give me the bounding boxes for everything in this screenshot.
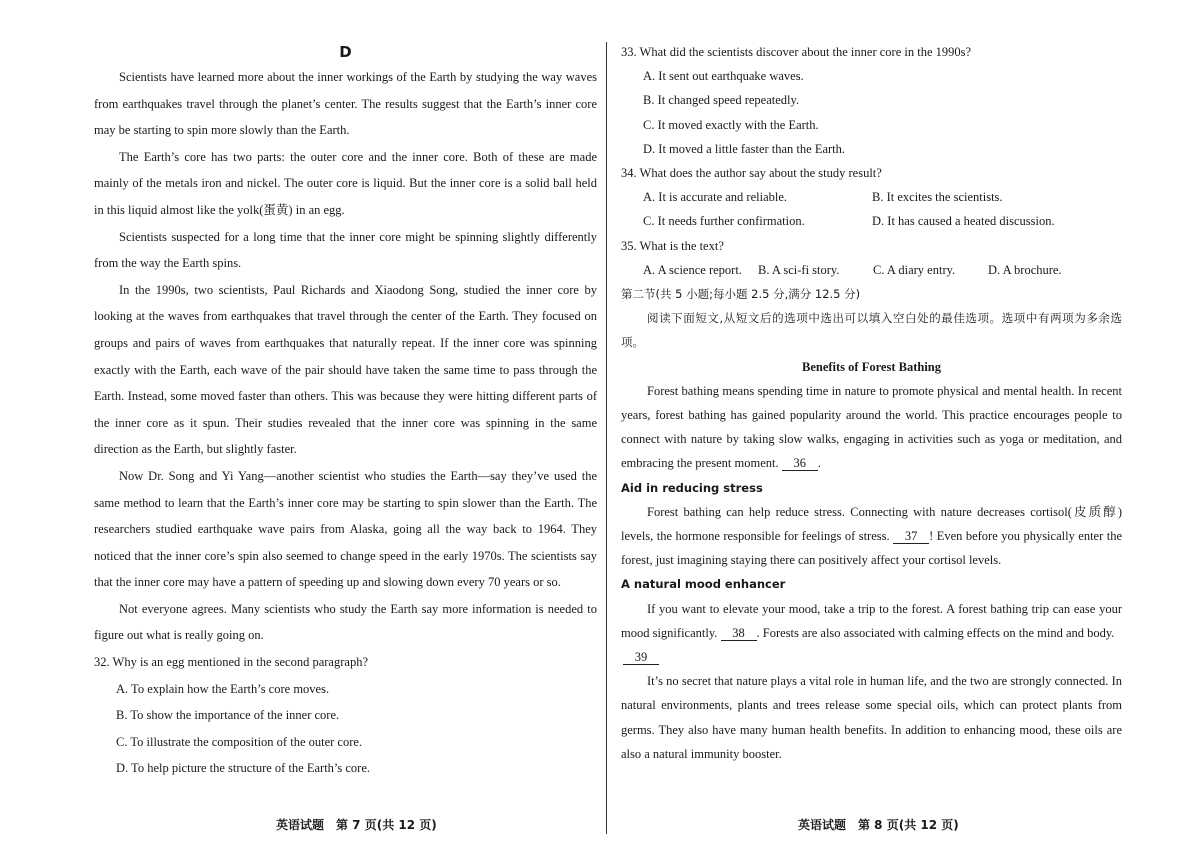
passage-paragraph: Now Dr. Song and Yi Yang—another scientist who studies the Earth—say they’ve used the same method to learn that the Earth’s inner core may be starting to spin slower than the Earth. The researchers studied earthquake wave pairs from Alaska, going all the way back to 1964. They noticed that the inner core’s spin also seemed to change speed in the early 1970s. The scientists say that the inner core may have a pattern of speeding up and slowing down every 70 years or so. [94,468,597,590]
paragraph-text: Forest bathing can help reduce stress. Connecting with nature decreases cortisol(皮质醇) levels, the hormone responsible for feelings of stress. [621,504,1122,544]
question-35-stem: 35. What is the text? [621,238,724,253]
question-34-options-row [621,185,1122,209]
paragraph-text: . Forests are also associated with calming effects on the mind and body. [756,625,1115,640]
passage-title: D [339,43,352,61]
passage-paragraph: In the 1990s, two scientists, Paul Richards and Xiaodong Song, studied the inner core by looking at the waves from earthquakes that travel through the center of the Earth. They focused on groups and pairs of waves from earthquakes that naturally repeat. If the inner core was spinning exactly with the Earth, each wave of the pair should have taken the same time to pass through the Earth. Instead, some moved faster than others. This was because they were hitting different parts of the inner core as it spun. Their studies revealed that the inner core was spinning in the same direction as the Earth, but slightly faster. [94,282,597,457]
section-heading: 第二节(共 5 小题;每小题 2.5 分,满分 12.5 分) [621,287,861,302]
question-33-option: D. It moved a little faster than the Earth. [643,141,846,156]
section-instructions: 阅读下面短文,从短文后的选项中选出可以填入空白处的最佳选项。选项中有两项为多余选项。 [621,311,1122,350]
question-32-option: B. To show the importance of the inner core. [116,708,340,723]
page-footer-left: 英语试题 第 7 页(共 12 页) [276,818,437,832]
article-title: Benefits of Forest Bathing [802,359,941,374]
question-34-options-row [621,209,1122,233]
blank-37[interactable]: 37 [893,529,929,544]
blank-36[interactable]: 36 [782,456,818,471]
subheading-mood: A natural mood enhancer [621,577,786,592]
subheading-stress: Aid in reducing stress [621,480,763,495]
article-paragraph: It’s no secret that nature plays a vital role in human life, and the two are strongly connected. In natural environments, plants and trees release some special oils, which can protect plants from germs. They also have many human health benefits. In addition to enhancing mood, these oils are also a natural immunity booster. [621,674,1122,761]
passage-paragraph: Scientists suspected for a long time that the inner core might be spinning slightly differently from the way the Earth spins. [94,229,597,271]
passage-paragraph: Not everyone agrees. Many scientists who study the Earth say more information is needed to figure out what is really going on. [94,601,597,643]
question-33-option: C. It moved exactly with the Earth. [643,117,819,132]
question-34-option: B. It excites the scientists. [872,190,1003,205]
question-35-option: C. A diary entry. [873,262,956,277]
question-33-option: A. It sent out earthquake waves. [643,69,804,84]
question-34-option: D. It has caused a heated discussion. [872,214,1055,229]
paragraph-text: ! Even before you physically enter the forest, just imagining staying there can positively affect your cortisol levels. [621,529,1122,568]
paragraph-text: Forest bathing means spending time in nature to promote physical and mental health. In recent years, forest bathing has gained popularity around the world. This practice encourages people to connect with nature by taking slow walks, engaging in activities such as yoga or meditation, and embracing the present moment. [621,383,1122,471]
question-35-option: B. A sci-fi story. [758,262,840,277]
page-footer-right: 英语试题 第 8 页(共 12 页) [798,818,959,832]
blank-38[interactable]: 38 [721,626,757,641]
article-paragraph [621,500,1122,573]
question-34-option: A. It is accurate and reliable. [643,190,788,205]
left-page [94,40,597,782]
right-page [621,40,1122,766]
question-33-stem: 33. What did the scientists discover about the inner core in the 1990s? [621,45,972,59]
blank-39[interactable]: 39 [623,650,659,665]
question-32-option: C. To illustrate the composition of the outer core. [116,734,363,749]
question-34-option: C. It needs further confirmation. [643,214,805,229]
page-divider [606,42,607,834]
passage-paragraph: Scientists have learned more about the inner workings of the Earth by studying the way waves from earthquakes travel through the planet’s center. The results suggest that the Earth’s inner core may be starting to spin more slowly than the Earth. [94,70,597,138]
question-32-option: A. To explain how the Earth’s core moves. [116,681,330,696]
passage-paragraph: The Earth’s core has two parts: the outer core and the inner core. Both of these are made mainly of the metals iron and nickel. The outer core is liquid. But the inner core is a solid ball held in this liquid almost like the yolk(蛋黄) in an egg. [94,149,597,217]
paragraph-text: If you want to elevate your mood, take a trip to the forest. A forest bathing trip can ease your mood significantly. [621,601,1122,640]
question-35-option: A. A science report. [643,262,742,277]
question-34-stem: 34. What does the author say about the study result? [621,166,882,181]
question-33-option: B. It changed speed repeatedly. [643,93,800,108]
heading-blank-line [621,645,1122,669]
question-35-options-row [621,258,1122,282]
article-paragraph [621,597,1122,645]
question-32-stem: 32. Why is an egg mentioned in the second paragraph? [94,655,368,670]
question-32-option: D. To help picture the structure of the Earth’s core. [116,761,371,776]
article-paragraph: Forest bathing means spending time in nature to promote physical and mental health. In recent years, forest bathing has gained popularity around the world. This practice encourages people to connect with nature by taking slow walks, engaging in activities such as yoga or meditation, and embracing the present moment. 36 . [621,383,1122,471]
question-35-option: D. A brochure. [988,262,1062,277]
